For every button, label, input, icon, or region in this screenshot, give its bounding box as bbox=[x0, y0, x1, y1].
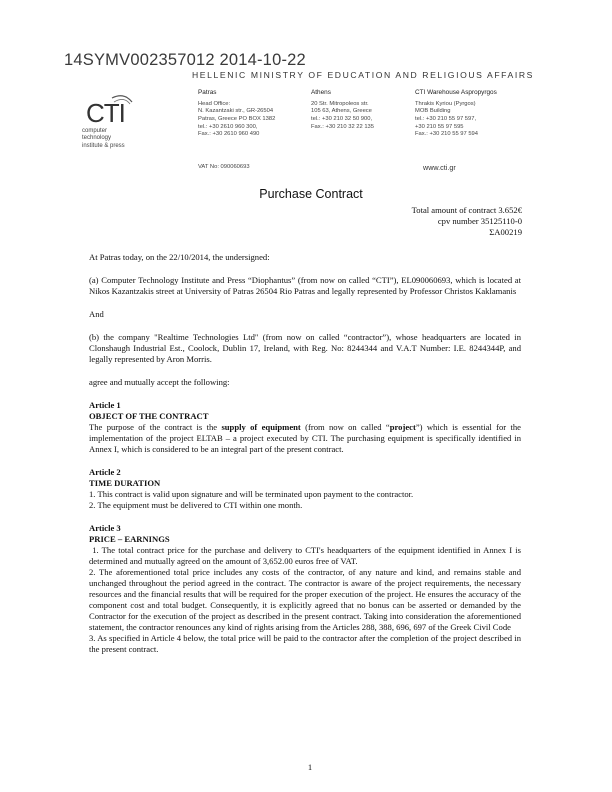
article-3-item: 3. As specified in Article 4 below, the total price will be paid to the contractor after the completion of the project described in the present contract. bbox=[89, 633, 521, 654]
website-link[interactable]: www.cti.gr bbox=[423, 163, 456, 172]
contract-code: ΣΑ00219 bbox=[489, 227, 522, 237]
article-3-heading: PRICE – EARNINGS bbox=[89, 534, 170, 544]
article-2-heading: TIME DURATION bbox=[89, 478, 161, 488]
address-line: Thrakis Kyriou (Pyrgos) bbox=[415, 100, 476, 107]
address-line: tel.: +30 210 32 50 900, bbox=[311, 116, 373, 123]
article-2-item: 2. The equipment must be delivered to CTI within one month. bbox=[89, 500, 303, 510]
logo-caption bbox=[82, 128, 125, 150]
document-stamp: 14SYMV002357012 2014-10-22 bbox=[64, 51, 306, 69]
article-2-item: 1. This contract is valid upon signature and will be terminated upon payment to the contractor. bbox=[89, 489, 414, 499]
address-line: Fax.: +30 2610 960 490 bbox=[198, 131, 260, 138]
address-line: MOB Building bbox=[415, 108, 451, 115]
intro-paragraph: At Patras today, on the 22/10/2014, the undersigned: bbox=[89, 252, 270, 262]
contract-body bbox=[89, 252, 524, 655]
article-3-item: 2. The aforementioned total price includes any costs of the contractor, of any nature and kind, and remains stable and unchanged throughout the period agreed in the contract. The contractor is aware of the project requirements, the necessary resources and the financial results that will be required for the proper execution of the project. He ensures the accuracy of the component cost and total budget. Consequently, it is explicitly agreed that no bonus can be asserted or demanded by the Contractor for the execution of the project as described in the present contract. Taking into consideration the aforementioned statement, the contractor renounces any kind of rights arising from the Articles 288, 388, 696, 697 of the Greek Civil Code bbox=[89, 567, 521, 632]
address-line: 105 63, Athens, Greece bbox=[311, 108, 372, 115]
article-1-bold-part: project bbox=[389, 422, 416, 432]
article-1-text bbox=[89, 422, 521, 455]
party-a-paragraph: (a) Computer Technology Institute and Press “Diophantus” (from now on called “CTI”), EL090060693, which is located at Nikos Kazantzakis street at University of Patras 26504 Rio Patras and legally represented by Professor Christos Kaklamanis bbox=[89, 275, 521, 296]
address-heading: Athens bbox=[311, 89, 331, 96]
address-line: tel.: +30 210 55 97 597, bbox=[415, 116, 477, 123]
cpv-number: cpv number 35125110-0 bbox=[437, 216, 522, 226]
article-1-text-part: ”) which is essential for the implementation of the project ELTAB – a project executed by CTI. The purchasing equipment is specifically identified in Annex I, which is considered to be an integral part of the present contract. bbox=[89, 422, 521, 454]
article-1-label: Article 1 bbox=[89, 400, 121, 410]
party-b-paragraph: (b) the company "Realtime Technologies Ltd" (from now on called “contractor”), whose headquarters are located in Clonshaugh Industrial Est., Coolock, Dublin 17, Ireland, with Reg. No: 8244344 and V.A.T Number: I.E. 8244344P, and legally represented by Aron Morris. bbox=[89, 332, 521, 364]
address-line: Fax.: +30 210 32 22 135 bbox=[311, 123, 375, 130]
cti-logo bbox=[80, 94, 150, 164]
agreement-paragraph: agree and mutually accept the following: bbox=[89, 377, 230, 387]
address-warehouse bbox=[415, 89, 497, 139]
address-patras bbox=[198, 89, 275, 139]
and-paragraph: And bbox=[89, 309, 104, 319]
address-line: Fax.: +30 210 55 97 594 bbox=[415, 131, 479, 138]
vat-number: VAT No: 090060693 bbox=[198, 164, 250, 170]
article-1-bold-part: supply of equipment bbox=[221, 422, 301, 432]
address-line: Head Office: bbox=[198, 100, 231, 107]
ministry-heading: HELLENIC MINISTRY OF EDUCATION AND RELIGIOUS AFFAIRS bbox=[192, 70, 535, 80]
address-line: 20 Str. Mitropoleos str. bbox=[311, 100, 369, 107]
document-title: Purchase Contract bbox=[259, 187, 363, 201]
article-2-label: Article 2 bbox=[89, 467, 121, 477]
logo-caption-line: institute & press bbox=[82, 142, 125, 149]
article-3-item: 1. The total contract price for the purchase and delivery to CTI's headquarters of the equipment identified in Annex I is determined and mutually agreed on the amount of 3,652.00 euros free of VAT. bbox=[89, 545, 524, 566]
article-1-text-part: The purpose of the contract is the bbox=[89, 422, 222, 432]
article-1-heading: OBJECT OF THE CONTRACT bbox=[89, 411, 209, 421]
svg-text:CTI: CTI bbox=[86, 98, 125, 128]
address-line: tel.: +30 2610 960 300, bbox=[198, 123, 258, 130]
contract-meta bbox=[412, 205, 522, 238]
article-3-label: Article 3 bbox=[89, 523, 121, 533]
logo-caption-line: computer bbox=[82, 128, 108, 134]
contract-total: Total amount of contract 3.652€ bbox=[411, 205, 522, 215]
address-line: +30 210 55 97 595 bbox=[415, 123, 464, 130]
address-athens bbox=[311, 89, 374, 131]
address-line: Patras, Greece PO BOX 1382 bbox=[198, 116, 276, 123]
page-number: 1 bbox=[307, 762, 313, 772]
address-heading: CTI Warehouse Aspropyrgos bbox=[415, 89, 497, 96]
article-1-text-part: (from now on called “ bbox=[300, 422, 390, 432]
address-line: N. Kazantzaki str., GR-26504 bbox=[198, 108, 274, 115]
logo-caption-line: technology bbox=[82, 135, 112, 142]
address-heading: Patras bbox=[198, 89, 217, 96]
cti-logo-icon bbox=[84, 94, 134, 132]
